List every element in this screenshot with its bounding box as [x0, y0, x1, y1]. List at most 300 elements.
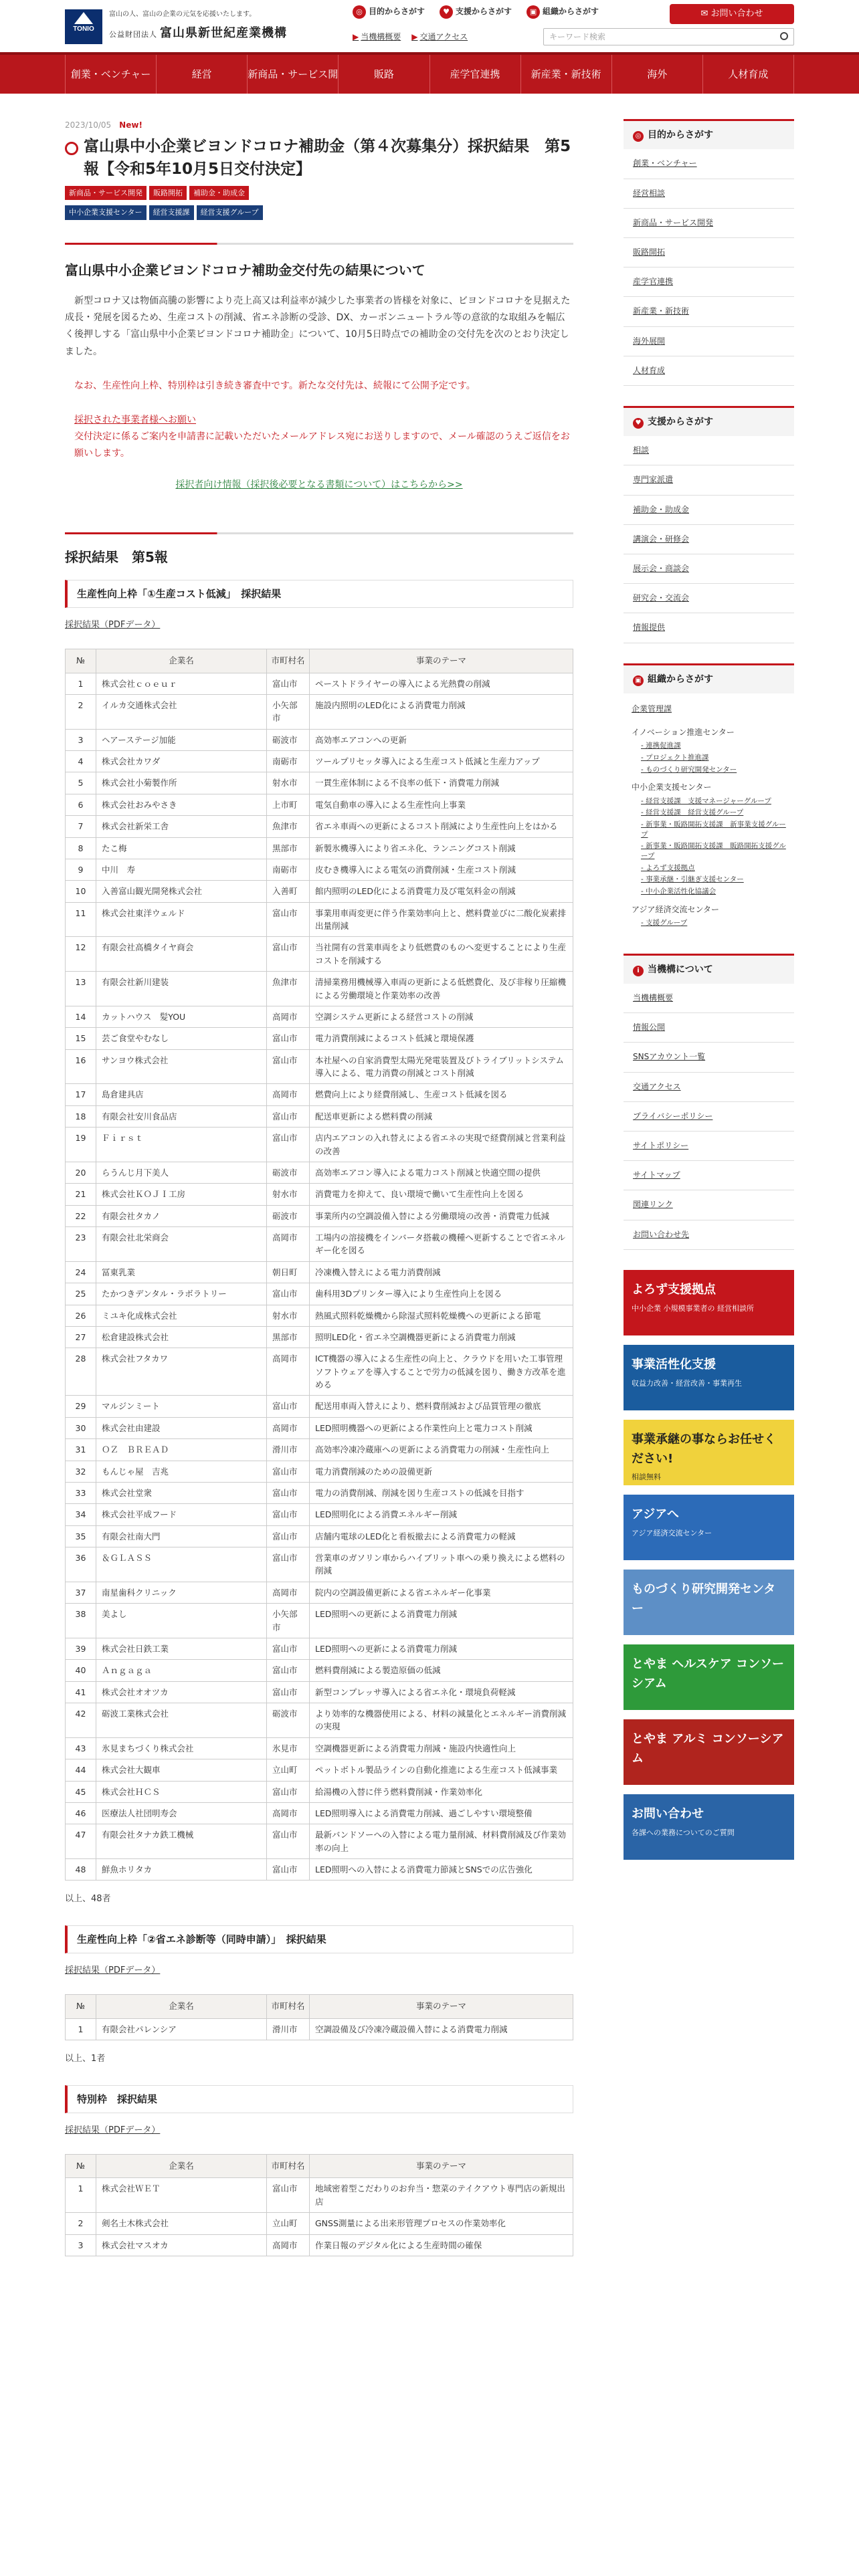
municipality: 黒部市: [267, 1326, 310, 1348]
row-number: 43: [66, 1737, 96, 1759]
company-name: 有限会社タナカ鉄工機械: [96, 1824, 267, 1859]
company-name: 株式会社オオツカ: [96, 1681, 267, 1703]
dept-tag[interactable]: 中小企業支援センター: [65, 205, 147, 220]
project-theme: 館内照明のLED化による消費電力及び電気料金の削減: [310, 881, 573, 902]
company-name: 美よし: [96, 1604, 267, 1638]
org-link[interactable]: - 連携促進課: [641, 742, 681, 750]
municipality: 射水市: [267, 772, 310, 794]
company-name: 株式会社ｃｏｅｕｒ: [96, 673, 267, 694]
org-heading: ▣ 組織からさがす: [624, 663, 794, 693]
pdf-link[interactable]: 採択結果（PDFデータ）: [65, 1965, 161, 1976]
row-number: 38: [66, 1604, 96, 1638]
company-name: 有限会社新川建装: [96, 972, 267, 1006]
company-name: 株式会社東洋ウェルド: [96, 902, 267, 937]
row-number: 1: [66, 673, 96, 694]
org-top-link[interactable]: 企業管理課: [632, 704, 672, 714]
table-row: [66, 2178, 573, 2213]
sidebar-purpose-item[interactable]: 販路開拓: [624, 238, 794, 267]
sidebar-purpose-item[interactable]: 新産業・新技術: [624, 297, 794, 326]
nav-item[interactable]: 経営: [157, 55, 248, 94]
project-theme: 熱風式照料乾燥機から除湿式照料乾燥機への更新による節電: [310, 1305, 573, 1326]
municipality: 富山市: [267, 1504, 310, 1525]
project-theme: より効率的な機器使用による、材料の減量化とエネルギー消費削減の実現: [310, 1703, 573, 1738]
row-number: 16: [66, 1049, 96, 1084]
table-row: [66, 1162, 573, 1183]
banner-subtitle: 中小企業 小規模事業者の 経営相談所: [632, 1303, 754, 1313]
sidebar-about-item[interactable]: プライバシーポリシー: [624, 1102, 794, 1132]
org-name[interactable]: [109, 24, 287, 43]
sidebar-about-item[interactable]: SNSアカウント一覧: [624, 1043, 794, 1072]
company-name: ミユキ化成株式会社: [96, 1305, 267, 1326]
table-row: [66, 902, 573, 937]
row-number: 3: [66, 729, 96, 750]
company-name: たこ梅: [96, 837, 267, 859]
row-number: 1: [66, 2178, 96, 2213]
row-number: 22: [66, 1205, 96, 1226]
table-row: [66, 1824, 573, 1859]
table-row: [66, 751, 573, 772]
project-theme: 最新バンドソーへの入替による電力量削減、材料費削減及び作業効率の向上: [310, 1824, 573, 1859]
row-number: 5: [66, 772, 96, 794]
municipality: 氷見市: [267, 1737, 310, 1759]
company-name: 株式会社日鉄工業: [96, 1638, 267, 1659]
row-number: 25: [66, 1283, 96, 1305]
table-row: [66, 729, 573, 750]
table-row: [66, 2234, 573, 2256]
side-banner[interactable]: [624, 1644, 794, 1710]
org-link[interactable]: - プロジェクト推進課: [641, 754, 709, 762]
project-theme: 給湯機の入替に伴う燃料費削減・作業効率化: [310, 1781, 573, 1802]
nav-item[interactable]: 創業・ベンチャー: [65, 55, 157, 94]
search-input[interactable]: キーワード検索: [543, 28, 794, 45]
row-number: 6: [66, 794, 96, 815]
building-icon: ▣: [527, 5, 540, 19]
project-theme: 空調機器更新による消費電力削減・施設内快適性向上: [310, 1737, 573, 1759]
company-name: イルカ交通株式会社: [96, 694, 267, 729]
table-row: [66, 1348, 573, 1396]
company-name: 中川 寿: [96, 859, 267, 880]
project-theme: 燃費向上により経費削減し、生産コスト低減を図る: [310, 1084, 573, 1105]
municipality: 高岡市: [267, 1802, 310, 1824]
company-name: 有限会社パレンシア: [96, 2018, 267, 2040]
project-theme: 事業所内の空調設備入替による労働環境の改善・消費電力低減: [310, 1205, 573, 1226]
table-row: [66, 694, 573, 729]
page-title: 富山県中小企業ビヨンドコロナ補助金（第４次募集分）採択結果 第5報【令和5年10月5日交付決定】: [65, 136, 573, 181]
sidebar-support-item[interactable]: 情報提供: [624, 613, 794, 643]
new-badge: New!: [119, 120, 142, 130]
table-row: [66, 1184, 573, 1205]
about-heading: i 当機構について: [624, 954, 794, 984]
search-icon[interactable]: [780, 32, 788, 40]
request-link[interactable]: 採択された事業者様へお願い: [74, 415, 196, 425]
municipality: 滑川市: [267, 1439, 310, 1461]
mail-icon: ✉: [700, 9, 711, 19]
sidebar-about-item[interactable]: 交通アクセス: [624, 1073, 794, 1102]
logo[interactable]: [65, 9, 102, 44]
table-row: [66, 1006, 573, 1027]
banner-subtitle: 各課への業務についてのご質問: [632, 1828, 735, 1837]
municipality: 富山市: [267, 1525, 310, 1547]
municipality: 魚津市: [267, 816, 310, 837]
org-link[interactable]: - 支援グループ: [641, 918, 688, 927]
org-link[interactable]: - 中小企業活性化協議会: [641, 887, 717, 896]
sidebar-support-item[interactable]: 相談: [624, 436, 794, 465]
company-name: ＆ＧＬＡＳＳ: [96, 1547, 267, 1582]
dept-tag[interactable]: 経営支援グループ: [197, 205, 263, 220]
sidebar-support-item[interactable]: 展示会・商談会: [624, 554, 794, 584]
municipality: 高岡市: [267, 1227, 310, 1262]
municipality: 富山市: [267, 1028, 310, 1049]
row-number: 36: [66, 1547, 96, 1582]
municipality: 高岡市: [267, 1582, 310, 1603]
row-number: 37: [66, 1582, 96, 1603]
table-row: [66, 1859, 573, 1881]
banner-title: 事業承継の事ならお任せください!: [632, 1432, 776, 1466]
municipality: 南砺市: [267, 859, 310, 880]
nav-item[interactable]: 人材育成: [703, 55, 794, 94]
tagline: 富山の人、富山の企業の元気を応援いたします。: [109, 11, 256, 18]
table-row: [66, 1049, 573, 1084]
arrow-icon: ▶: [353, 32, 359, 41]
project-theme: 新製氷機導入により省エネ化、ランニングコスト削減: [310, 837, 573, 859]
company-name: 株式会社カワダ: [96, 751, 267, 772]
sidebar-about-item[interactable]: 当機構概要: [624, 984, 794, 1013]
municipality: 滑川市: [267, 2018, 310, 2040]
project-theme: 電力消費削減のための設備更新: [310, 1461, 573, 1482]
project-theme: 高効率エアコンへの更新: [310, 729, 573, 750]
municipality: 富山市: [267, 1461, 310, 1482]
global-nav: [0, 52, 859, 119]
purpose-box: [624, 119, 794, 386]
table-row: [66, 1582, 573, 1603]
sec1-heading: 生産性向上枠「①生産コスト低減」 採択結果: [65, 580, 573, 608]
municipality: 富山市: [267, 1859, 310, 1881]
row-number: 20: [66, 1162, 96, 1183]
site-header: [0, 0, 859, 52]
project-theme: LED照明化による消費エネルギー削減: [310, 1504, 573, 1525]
row-number: 28: [66, 1348, 96, 1396]
banner-title: よろず支援拠点: [632, 1282, 716, 1297]
table-row: [66, 1396, 573, 1417]
project-theme: 高効率エアコン導入による電力コスト削減と快適空間の提供: [310, 1162, 573, 1183]
org-title: 富山県新世紀産業機構: [160, 26, 287, 40]
org-tree: [624, 693, 794, 934]
dept-tags: [65, 205, 332, 220]
pdf-link[interactable]: 採択結果（PDFデータ）: [65, 619, 161, 630]
municipality: 上市町: [267, 794, 310, 815]
table-row: [66, 1660, 573, 1681]
municipality: 高岡市: [267, 1084, 310, 1105]
util-support[interactable]: ♥ 支援からさがす: [440, 5, 512, 19]
org-box: [624, 663, 794, 934]
org-link[interactable]: - よろず支援拠点: [641, 863, 695, 872]
sec2-table: [65, 1994, 573, 2040]
row-number: 7: [66, 816, 96, 837]
row-number: 47: [66, 1824, 96, 1859]
municipality: 富山市: [267, 673, 310, 694]
contact-button[interactable]: ✉ お問い合わせ: [670, 4, 794, 24]
banner-subtitle: 収益力改善・経営改善・事業再生: [632, 1378, 742, 1388]
tag[interactable]: 販路開拓: [149, 186, 187, 201]
table-row: [66, 881, 573, 902]
municipality: 砺波市: [267, 1205, 310, 1226]
company-name: Ｆｉｒｓｔ: [96, 1128, 267, 1162]
support-box: [624, 406, 794, 643]
row-number: 11: [66, 902, 96, 937]
company-name: 株式会社マスオカ: [96, 2234, 267, 2256]
side-banner[interactable]: [624, 1719, 794, 1785]
banner-title: アジアへ: [632, 1507, 679, 1521]
intro-text: 新型コロナ又は物価高騰の影響により売上高又は利益率が減少した事業者の皆様を対象に、ビヨンドコロナを見据えた成長・発展を図るため、生産コストの削減、省エネ診断の受診、DX、カーボンニュートラル等の意欲的な取組みを幅広く後押しする「富山県中小企業ビヨンドコロナ補助金」について、10月5日時点での補助金の交付先を次のとおり決定しました。: [65, 296, 571, 357]
sidebar: [624, 119, 794, 2256]
table-row: [66, 1283, 573, 1305]
municipality: 射水市: [267, 1305, 310, 1326]
table-row: [66, 816, 573, 837]
municipality: 朝日町: [267, 1261, 310, 1283]
company-name: 有限会社安川食品店: [96, 1105, 267, 1127]
row-number: 2: [66, 694, 96, 729]
project-theme: 清掃業務用機械導入車両の更新による低燃費化、及び非稼り圧縮機による労働環境と作業効率の改善: [310, 972, 573, 1006]
link-access[interactable]: ▶ 交通アクセス: [411, 32, 468, 41]
row-number: 17: [66, 1084, 96, 1105]
target-icon: ◎: [633, 131, 644, 142]
row-number: 15: [66, 1028, 96, 1049]
company-name: 入善富山観光開発株式会社: [96, 881, 267, 902]
banner-title: お問い合わせ: [632, 1806, 704, 1821]
project-theme: GNSS測量による出来形管理プロセスの作業効率化: [310, 2213, 573, 2234]
util-purpose[interactable]: ◎ 目的からさがす: [353, 5, 425, 19]
nav-item[interactable]: 新商品・サービス開発: [248, 55, 339, 94]
sidebar-about-item[interactable]: 関連リンク: [624, 1190, 794, 1220]
table-row: [66, 1305, 573, 1326]
project-theme: LED照明への入替による消費電力節減とSNSでの広告強化: [310, 1859, 573, 1881]
side-banner[interactable]: [624, 1495, 794, 1560]
company-name: 島倉建具店: [96, 1084, 267, 1105]
org-link[interactable]: - ものづくり研究開発センター: [641, 765, 737, 774]
results-heading: 採択結果 第5報: [65, 532, 573, 568]
company-name: 株式会社フタカワ: [96, 1348, 267, 1396]
project-theme: 省エネ車両への更新によるコスト削減により生産性向上をはかる: [310, 816, 573, 837]
sidebar-about-item[interactable]: 情報公開: [624, 1013, 794, 1043]
row-number: 45: [66, 1781, 96, 1802]
municipality: 富山市: [267, 1547, 310, 1582]
row-number: 34: [66, 1504, 96, 1525]
sidebar-purpose-item[interactable]: 産学官連携: [624, 267, 794, 297]
banner-title: とやま ヘルスケア コンソーシアム: [632, 1656, 784, 1691]
municipality: 砺波市: [267, 1162, 310, 1183]
municipality: 砺波市: [267, 1703, 310, 1738]
company-name: 氷見まちづくり株式会社: [96, 1737, 267, 1759]
side-banner[interactable]: [624, 1270, 794, 1335]
company-name: 株式会社平成フード: [96, 1504, 267, 1525]
sidebar-about-item[interactable]: お問い合わせ先: [624, 1220, 794, 1250]
project-theme: LED照明導入による消費電力削減、過ごしやすい環境整備: [310, 1802, 573, 1824]
section-heading: 富山県中小企業ビヨンドコロナ補助金交付先の結果について: [65, 243, 573, 281]
sidebar-purpose-item[interactable]: 海外展開: [624, 327, 794, 356]
nav-item[interactable]: 海外: [612, 55, 703, 94]
row-number: 40: [66, 1660, 96, 1681]
company-name: 株式会社ＷＥＴ: [96, 2178, 267, 2213]
table-row: [66, 673, 573, 694]
project-theme: 電力消費削減によるコスト低減と環境保護: [310, 1028, 573, 1049]
table-row: [66, 1802, 573, 1824]
sidebar-purpose-item[interactable]: 創業・ベンチャー: [624, 149, 794, 179]
table-row: [66, 1128, 573, 1162]
company-name: 株式会社ＫＯＪＩ工房: [96, 1184, 267, 1205]
sidebar-support-item[interactable]: 研究会・交流会: [624, 584, 794, 613]
company-name: らうんじ月下美人: [96, 1162, 267, 1183]
company-name: 剣名土木株式会社: [96, 2213, 267, 2234]
documents-link[interactable]: 採択者向け情報（採択後必要となる書類について）はこちらから>>: [175, 479, 463, 490]
sidebar-support-item[interactable]: 専門家派遣: [624, 465, 794, 495]
banner-title: とやま アルミ コンソーシアム: [632, 1731, 784, 1765]
municipality: 富山市: [267, 1660, 310, 1681]
municipality: 富山市: [267, 1638, 310, 1659]
sidebar-purpose-item[interactable]: 経営相談: [624, 179, 794, 209]
municipality: 高岡市: [267, 1006, 310, 1027]
row-number: 39: [66, 1638, 96, 1659]
company-name: 南星歯科クリニック: [96, 1582, 267, 1603]
row-number: 24: [66, 1261, 96, 1283]
sec2-heading: 生産性向上枠「②省エネ診断等（同時申請）」 採択結果: [65, 1925, 573, 1953]
row-number: 10: [66, 881, 96, 902]
org-link[interactable]: - 経営支援課 支援マネージャーグループ: [641, 796, 771, 805]
link-about[interactable]: ▶ 当機構概要: [353, 32, 401, 41]
table-row: [66, 1028, 573, 1049]
row-number: 33: [66, 1482, 96, 1503]
table-row: [66, 1105, 573, 1127]
project-theme: 空調システム更新による経営コストの削減: [310, 1006, 573, 1027]
org-link[interactable]: - 新事業・販路開拓支援課 新事業支援グループ: [641, 820, 786, 839]
company-name: ＯＺ ＢＲＥＡＤ: [96, 1439, 267, 1461]
side-banner[interactable]: [624, 1345, 794, 1410]
notice-text: なお、生産性向上枠、特別枠は引き続き審査中です。新たな交付先は、続報にて公開予定です。: [74, 380, 476, 391]
nav-item[interactable]: 産学官連携: [430, 55, 521, 94]
org-link[interactable]: - 新事業・販路開拓支援課 販路開拓支援グループ: [641, 842, 786, 861]
sec3-heading: 特別枠 採択結果: [65, 2085, 573, 2113]
project-theme: 配送用車両入替えにより、燃料費削減および品質管理の徹底: [310, 1396, 573, 1417]
table-row: [66, 1261, 573, 1283]
company-name: 株式会社堂衆: [96, 1482, 267, 1503]
project-theme: 営業車のガソリン車からハイブリット車への乗り換えによる燃料の削減: [310, 1547, 573, 1582]
sidebar-support-item[interactable]: 補助金・助成金: [624, 496, 794, 525]
row-number: 12: [66, 937, 96, 972]
municipality: 富山市: [267, 1482, 310, 1503]
org-group: イノベーション推進センター: [632, 728, 735, 738]
sidebar-support-item[interactable]: 講演会・研修会: [624, 525, 794, 554]
company-name: 松倉建設株式会社: [96, 1326, 267, 1348]
company-name: 有限会社北栄商会: [96, 1227, 267, 1262]
table-row: [66, 2213, 573, 2234]
sidebar-purpose-item[interactable]: 新商品・サービス開発: [624, 209, 794, 238]
municipality: 立山町: [267, 1759, 310, 1781]
banner-title: ものづくり研究開発センター: [632, 1582, 776, 1616]
municipality: 魚津市: [267, 972, 310, 1006]
project-theme: 照明LED化・省エネ空調機器更新による消費電力削減: [310, 1326, 573, 1348]
banner-subtitle: 相談無料: [632, 1473, 661, 1482]
org-link[interactable]: - 経営支援課 経営支援グループ: [641, 809, 744, 817]
municipality: 富山市: [267, 2178, 310, 2213]
table-row: [66, 1638, 573, 1659]
project-theme: 工場内の溶接機をインバータ搭載の機種へ更新することで省エネルギー化を図る: [310, 1227, 573, 1262]
table-row: [66, 2018, 573, 2040]
company-name: 砺波工業株式会社: [96, 1703, 267, 1738]
table-row: [66, 1525, 573, 1547]
municipality: 砺波市: [267, 729, 310, 750]
tag[interactable]: 補助金・助成金: [189, 186, 249, 201]
row-number: 8: [66, 837, 96, 859]
table-header: № 企業名 市町村名 事業のテーマ: [66, 2154, 573, 2178]
side-banner[interactable]: [624, 1420, 794, 1485]
company-name: 有限会社南大門: [96, 1525, 267, 1547]
util-org[interactable]: ▣ 組織からさがす: [527, 5, 599, 19]
project-theme: 地域密着型こだわりのお弁当・惣菜のテイクアウト専門店の新規出店: [310, 2178, 573, 2213]
org-link[interactable]: - 事業承継・引継ぎ支援センター: [641, 875, 744, 884]
table-row: [66, 1482, 573, 1503]
row-number: 21: [66, 1184, 96, 1205]
pdf-link[interactable]: 採択結果（PDFデータ）: [65, 2125, 161, 2135]
banner-list: [624, 1270, 794, 1860]
side-banner[interactable]: [624, 1570, 794, 1635]
table-row: [66, 1759, 573, 1781]
dept-tag[interactable]: 経営支援課: [149, 205, 194, 220]
nav-item[interactable]: 販路: [339, 55, 430, 94]
logo-text: TONIO: [73, 25, 94, 33]
support-heading: ♥ 支援からさがす: [624, 406, 794, 436]
row-number: 30: [66, 1417, 96, 1438]
table-row: [66, 794, 573, 815]
municipality: 射水市: [267, 1184, 310, 1205]
project-theme: 新型コンプレッサ導入による省エネ化・環境負荷軽減: [310, 1681, 573, 1703]
project-theme: 高効率冷凍冷蔵庫への更新による消費電力の削減・生産性向上: [310, 1439, 573, 1461]
project-theme: ペットボトル製品ラインの自動化推進による生産コスト低減事業: [310, 1759, 573, 1781]
municipality: 富山市: [267, 902, 310, 937]
building-icon: ▣: [633, 675, 644, 686]
project-theme: 一貫生産体制による不良率の低下・消費電力削減: [310, 772, 573, 794]
sidebar-purpose-item[interactable]: 人材育成: [624, 356, 794, 386]
table-row: [66, 1227, 573, 1262]
banner-title: 事業活性化支援: [632, 1357, 716, 1372]
project-theme: 皮むき機導入による電気の消費削減・生産コスト削減: [310, 859, 573, 880]
municipality: 富山市: [267, 1105, 310, 1127]
sidebar-about-item[interactable]: サイトマップ: [624, 1161, 794, 1190]
row-number: 4: [66, 751, 96, 772]
municipality: 小矢部市: [267, 694, 310, 729]
project-theme: 消費電力を抑えて、良い環境で働いて生産性向上を図る: [310, 1184, 573, 1205]
side-banner[interactable]: [624, 1794, 794, 1860]
row-number: 42: [66, 1703, 96, 1738]
municipality: 高岡市: [267, 2234, 310, 2256]
company-name: 株式会社新栄工舎: [96, 816, 267, 837]
table-row: [66, 1504, 573, 1525]
project-theme: LED照明への更新による消費電力削減: [310, 1604, 573, 1638]
org-prefix: 公益財団法人: [109, 30, 157, 39]
project-theme: 施設内照明のLED化による消費電力削減: [310, 694, 573, 729]
target-icon: ◎: [353, 5, 366, 19]
tag[interactable]: 新商品・サービス開発: [65, 186, 147, 201]
nav-item[interactable]: 新産業・新技術: [521, 55, 612, 94]
project-theme: 燃料費削減による製造原価の低減: [310, 1660, 573, 1681]
company-name: 有限会社高橋タイヤ商会: [96, 937, 267, 972]
municipality: 富山市: [267, 1681, 310, 1703]
project-theme: 事業用車両変更に伴う作業効率向上と、燃料費並びに二酸化炭素排出量削減: [310, 902, 573, 937]
project-theme: 当社開有の営業車両をより低燃費のものへ変更することにより生産コストを削減する: [310, 937, 573, 972]
table-row: [66, 1681, 573, 1703]
sidebar-about-item[interactable]: サイトポリシー: [624, 1132, 794, 1161]
row-number: 1: [66, 2018, 96, 2040]
company-name: たかつきデンタル・ラボラトリー: [96, 1283, 267, 1305]
municipality: 富山市: [267, 937, 310, 972]
